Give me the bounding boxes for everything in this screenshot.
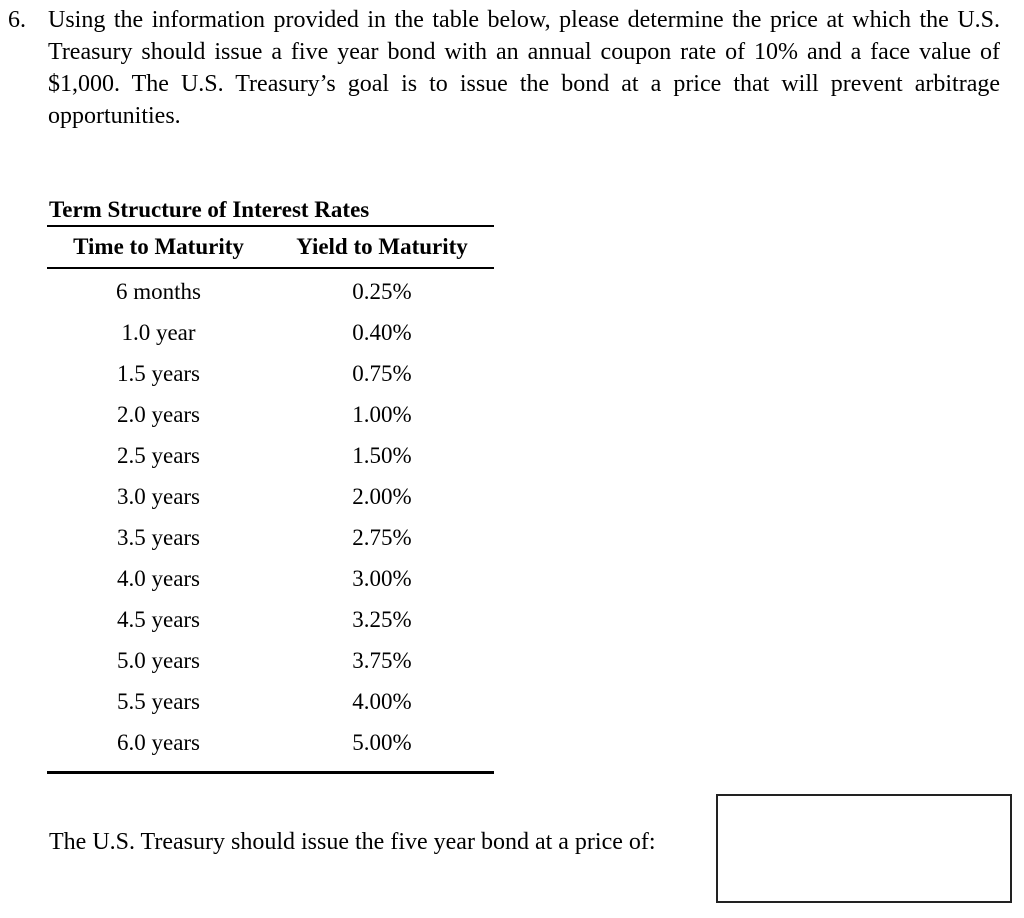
- time-to-maturity-cell: 4.5 years: [116, 606, 201, 632]
- time-to-maturity-cell: 6.0 years: [116, 729, 201, 755]
- table-row: [47, 435, 494, 476]
- yield-to-maturity-cell: 2.75%: [352, 524, 412, 550]
- header-yield-to-maturity: Yield to Maturity: [296, 234, 468, 259]
- yield-to-maturity-cell: 1.50%: [352, 442, 412, 468]
- time-to-maturity-cell: 3.0 years: [116, 483, 201, 509]
- term-structure-table: [47, 195, 494, 774]
- time-to-maturity-cell: 5.5 years: [116, 688, 201, 714]
- time-to-maturity-cell: 2.0 years: [116, 401, 201, 427]
- table-row: [47, 517, 494, 558]
- yield-to-maturity-cell: 0.75%: [352, 360, 412, 386]
- table-title: Term Structure of Interest Rates: [47, 195, 494, 227]
- header-time-to-maturity: Time to Maturity: [73, 234, 244, 259]
- table-row: [47, 599, 494, 640]
- yield-to-maturity-cell: 3.75%: [352, 647, 412, 673]
- yield-to-maturity-cell: 3.25%: [352, 606, 412, 632]
- yield-to-maturity-cell: 3.00%: [352, 565, 412, 591]
- time-to-maturity-cell: 3.5 years: [116, 524, 201, 550]
- table-row: [47, 640, 494, 681]
- table-row: [47, 353, 494, 394]
- time-to-maturity-cell: 2.5 years: [116, 442, 201, 468]
- time-to-maturity-cell: 6 months: [116, 278, 201, 304]
- time-to-maturity-cell: 4.0 years: [116, 565, 201, 591]
- table-row: [47, 681, 494, 722]
- answer-input-box[interactable]: [716, 794, 1012, 903]
- time-to-maturity-cell: 1.5 years: [116, 360, 201, 386]
- yield-to-maturity-cell: 1.00%: [352, 401, 412, 427]
- question-text: Using the information provided in the table below, please determine the price at which the U.S. Treasury should issue a five year bond with an annual coupon rate of 10% and a face value of $1,000. The U.S. Treasury’s goal is to issue the bond at a price that will prevent arbitrage opportunities.: [48, 7, 1000, 129]
- time-to-maturity-cell: 1.0 year: [121, 319, 196, 345]
- table-row: [47, 476, 494, 517]
- yield-to-maturity-cell: 5.00%: [352, 729, 412, 755]
- table-body: [47, 269, 494, 774]
- table-row: [47, 394, 494, 435]
- table-row: [47, 558, 494, 599]
- yield-to-maturity-cell: 4.00%: [352, 688, 412, 714]
- table-header-row: [47, 227, 494, 269]
- time-to-maturity-cell: 5.0 years: [116, 647, 201, 673]
- table-row: [47, 271, 494, 312]
- question-number: 6.: [8, 7, 26, 33]
- answer-prompt: The U.S. Treasury should issue the five year bond at a price of:: [49, 829, 656, 855]
- table-row: [47, 722, 494, 763]
- yield-to-maturity-cell: 0.40%: [352, 319, 412, 345]
- table-row: [47, 312, 494, 353]
- yield-to-maturity-cell: 0.25%: [352, 278, 412, 304]
- yield-to-maturity-cell: 2.00%: [352, 483, 412, 509]
